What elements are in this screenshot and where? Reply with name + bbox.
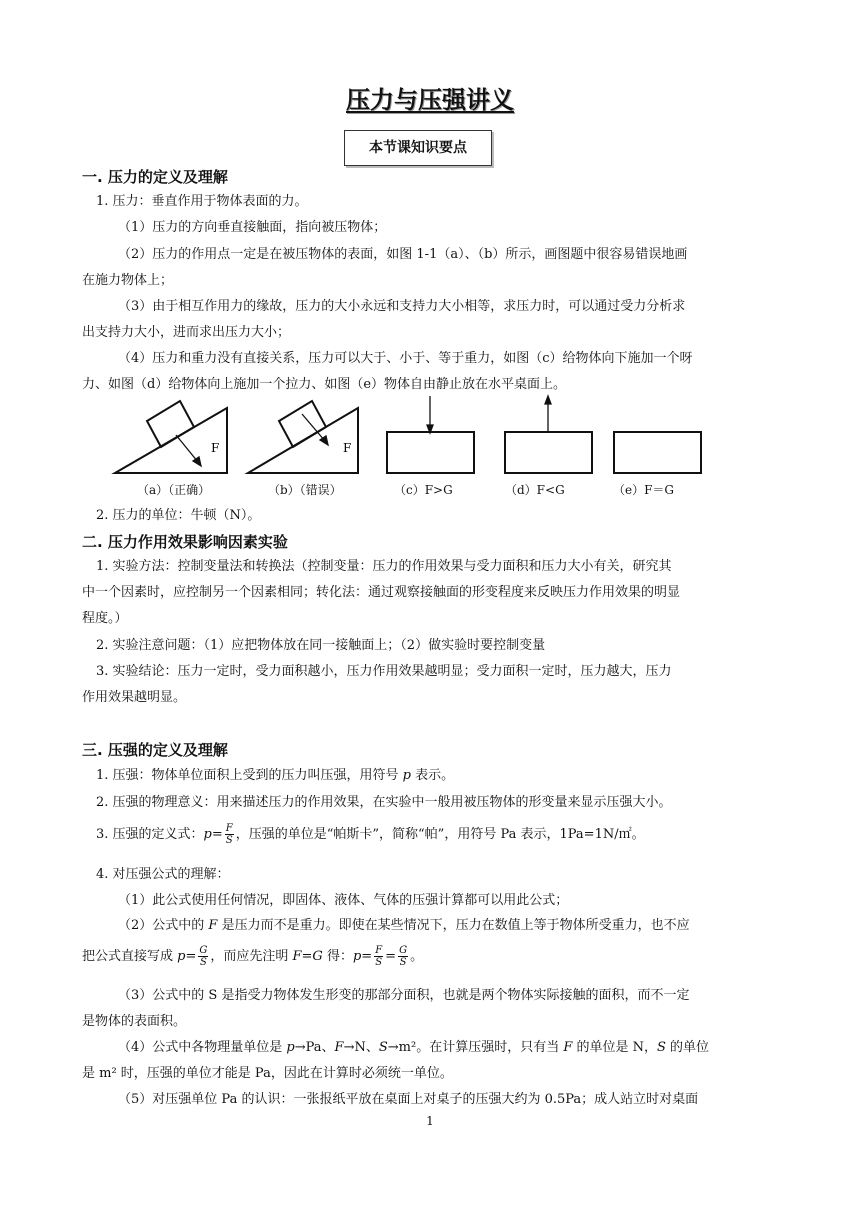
s2-line-2: 中一个因素时，应控制另一个因素相同；转化法：通过观察接触面的形变程度来反映压力作用效果的明显 bbox=[82, 585, 681, 600]
s1-line-8: 力、如图（d）给物体向上施加一个拉力、如图（e）物体自由静止放在水平桌面上。 bbox=[82, 377, 567, 392]
box-e bbox=[614, 432, 701, 473]
s1-line-7: （4）压力和重力没有直接关系，压力可以大于、小于、等于重力，如图（c）给物体向下施加一个呀 bbox=[118, 351, 693, 366]
page-title: 压力与压强讲义 bbox=[346, 86, 514, 114]
fraction-g-s-2: $\frac{G}{S}$ bbox=[399, 945, 408, 968]
s3-line-12: （5）对压强单位 Pa 的认识：一张报纸平放在桌面上对桌子的压强大约为 0.5Pa；成人站立时对桌面 bbox=[118, 1092, 699, 1107]
s3-line-1: 1. 压强：物体单位面积上受到的压力叫压强，用符号 p 表示。 bbox=[96, 768, 455, 783]
s3-line-5: （1）此公式使用任何情况，即固体、液体、气体的压强计算都可以用此公式； bbox=[118, 893, 569, 908]
s1-line-6: 出支持力大小，进而求出压力大小； bbox=[82, 325, 291, 340]
force-label-b: F bbox=[343, 441, 352, 455]
s2-line-4: 2. 实验注意问题：（1）应把物体放在同一接触面上；（2）做实验时要控制变量 bbox=[96, 638, 546, 653]
section-2-heading: 二. 压力作用效果影响因素实验 bbox=[82, 533, 288, 551]
s3-line-8: （3）公式中的 S 是指受力物体发生形变的那部分面积，也就是两个物体实际接触的面积，而不一定 bbox=[118, 988, 690, 1003]
block-a bbox=[147, 401, 194, 447]
s1-line-5: （3）由于相互作用力的缘故，压力的大小永远和支持力大小相等，求压力时，可以通过受力分析求 bbox=[118, 299, 686, 314]
s3-line-7: 把公式直接写成 p= $\frac{G}{S}$ ，而应先注明 F=G 得：p= $\frac{F}{S}$ = $\frac{G}{S}$ 。 bbox=[82, 945, 424, 968]
key-points-box: 本节课知识要点 bbox=[344, 130, 492, 166]
box-c bbox=[387, 432, 474, 473]
s3-line-6: （2）公式中的 F 是压力而不是重力。即使在某些情况下，压力在数值上等于物体所受重力，也不应 bbox=[118, 918, 690, 933]
s3-line-10: （4）公式中各物理量单位是 p→Pa、F→N、S→m²。在计算压强时，只有当 F 的单位是 N，S 的单位 bbox=[118, 1040, 710, 1055]
s2-line-5: 3. 实验结论：压力一定时，受力面积越小，压力作用效果越明显；受力面积一定时，压力越大，压力 bbox=[96, 664, 672, 679]
s1-line-4: 在施力物体上； bbox=[82, 273, 174, 288]
s2-line-3: 程度。） bbox=[82, 611, 128, 626]
s1-line-3: （2）压力的作用点一定是在被压物体的表面，如图 1-1（a）、（b）所示，画图题中很容易错误地画 bbox=[118, 247, 688, 262]
s3-line-11: 是 m² 时，压强的单位才能是 Pa，因此在计算时必须统一单位。 bbox=[82, 1066, 453, 1081]
s1-unit-line: 2. 压力的单位：牛顿（N）。 bbox=[96, 508, 261, 523]
fraction-f-s-2: $\frac{F}{S}$ bbox=[375, 945, 383, 968]
section-3-heading: 三. 压强的定义及理解 bbox=[82, 741, 228, 759]
s1-line-1: 1. 压力：垂直作用于物体表面的力。 bbox=[96, 194, 308, 209]
caption-c: （c）F>G bbox=[394, 483, 453, 497]
caption-d: （d）F<G bbox=[505, 483, 565, 497]
force-label-a: F bbox=[211, 441, 220, 455]
fraction-g-s: $\frac{G}{S}$ bbox=[199, 945, 208, 968]
s2-line-6: 作用效果越明显。 bbox=[82, 690, 187, 705]
s1-line-2: （1）压力的方向垂直接触面，指向被压物体； bbox=[118, 220, 387, 235]
arrow-d bbox=[545, 396, 551, 404]
s3-line-3: 3. 压强的定义式：p= $\frac{F}{S}$ ，压强的单位是“帕斯卡”，简称“帕”，用符号 Pa 表示，1Pa=1N/㎡。 bbox=[96, 823, 645, 846]
caption-a: （a）（正确） bbox=[137, 483, 211, 497]
fraction-f-s: $\frac{F}{S}$ bbox=[225, 823, 233, 846]
box-d bbox=[505, 432, 592, 473]
s3-line-9: 是物体的表面积。 bbox=[82, 1014, 187, 1029]
s3-line-2: 2. 压强的物理意义：用来描述压力的作用效果，在实验中一般用被压物体的形变量来显示压强大小。 bbox=[96, 795, 672, 810]
s2-line-1: 1. 实验方法：控制变量法和转换法（控制变量：压力的作用效果与受力面积和压力大小有关，研究其 bbox=[96, 559, 672, 574]
caption-e: （e）F＝G bbox=[613, 483, 675, 497]
section-1-heading: 一. 压力的定义及理解 bbox=[82, 168, 228, 186]
page-number: 1 bbox=[426, 1114, 434, 1128]
s3-line-4: 4. 对压强公式的理解： bbox=[96, 867, 230, 882]
caption-b: （b）（错误） bbox=[268, 483, 342, 497]
